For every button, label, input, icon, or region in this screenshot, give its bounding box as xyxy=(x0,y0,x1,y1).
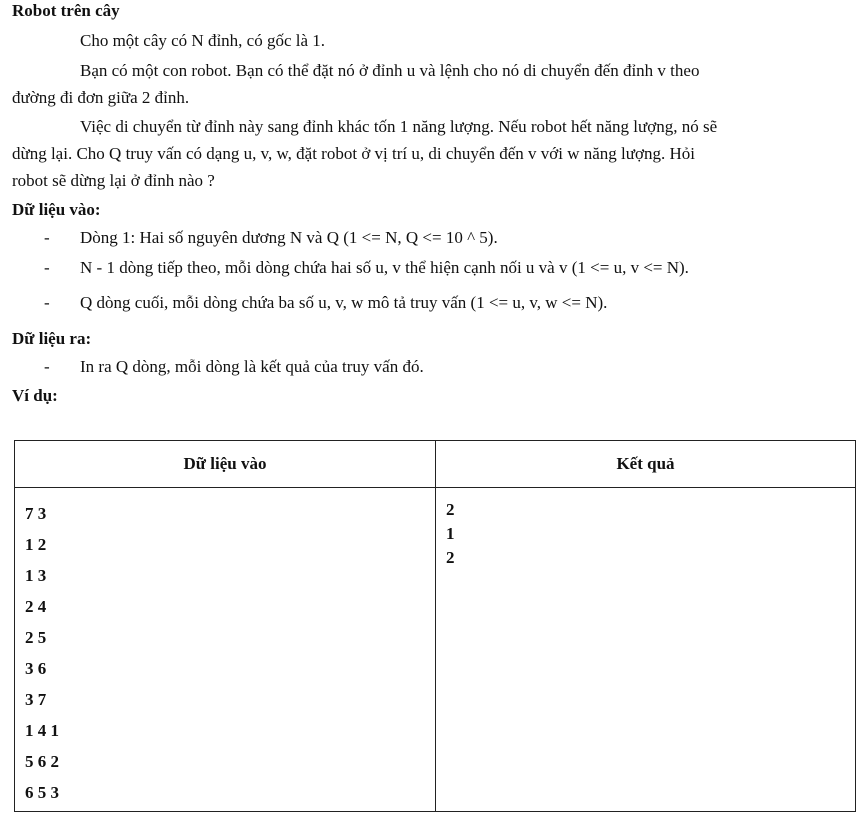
intro-paragraph-1: Cho một cây có N đỉnh, có gốc là 1. xyxy=(80,31,326,50)
input-cell xyxy=(15,488,436,812)
example-table-body-row xyxy=(15,488,856,812)
sample-output-line: 2 xyxy=(446,500,455,519)
sample-input-line: 1 2 xyxy=(25,535,47,554)
intro-paragraph-3-line-2: dừng lại. Cho Q truy vấn có dạng u, v, w, đặt robot ở vị trí u, di chuyển đến v với w năng lượng. Hỏi xyxy=(12,144,695,163)
sample-input-line: 1 4 1 xyxy=(25,721,59,740)
example-table xyxy=(14,440,856,812)
input-item-text: Q dòng cuối, mỗi dòng chứa ba số u, v, w mô tả truy vấn (1 <= u, v, w <= N). xyxy=(80,293,608,312)
input-column-header: Dữ liệu vào xyxy=(15,441,436,488)
bullet-dash: - xyxy=(44,228,50,247)
output-cell xyxy=(436,488,856,812)
bullet-dash: - xyxy=(44,258,50,277)
sample-output-line: 1 xyxy=(446,524,455,543)
sample-input-line: 3 7 xyxy=(25,690,47,709)
intro-paragraph-3-line-1: Việc di chuyển từ đỉnh này sang đỉnh khác tốn 1 năng lượng. Nếu robot hết năng lượng, nó sẽ xyxy=(80,117,718,136)
sample-input-line: 3 6 xyxy=(25,659,47,678)
sample-output-lines xyxy=(436,488,855,570)
bullet-dash: - xyxy=(44,293,50,312)
intro-paragraph-2-line-1: Bạn có một con robot. Bạn có thể đặt nó ở đỉnh u và lệnh cho nó di chuyển đến đỉnh v theo xyxy=(80,61,700,80)
example-heading: Ví dụ: xyxy=(12,386,58,405)
output-item-text: In ra Q dòng, mỗi dòng là kết quả của truy vấn đó. xyxy=(80,357,424,376)
example-table-header-row xyxy=(15,441,856,488)
input-item-text: Dòng 1: Hai số nguyên dương N và Q (1 <= N, Q <= 10 ^ 5). xyxy=(80,228,498,247)
intro-paragraph-3-line-3: robot sẽ dừng lại ở đỉnh nào ? xyxy=(12,171,215,190)
sample-output-line: 2 xyxy=(446,548,455,567)
bullet-dash: - xyxy=(44,357,50,376)
sample-input-line: 7 3 xyxy=(25,504,47,523)
sample-input-line: 2 5 xyxy=(25,628,47,647)
sample-input-line: 2 4 xyxy=(25,597,47,616)
intro-paragraph-2-line-2: đường đi đơn giữa 2 đỉnh. xyxy=(12,88,190,107)
input-item-text: N - 1 dòng tiếp theo, mỗi dòng chứa hai số u, v thể hiện cạnh nối u và v (1 <= u, v <= N). xyxy=(80,258,689,277)
input-heading: Dữ liệu vào: xyxy=(12,200,101,219)
output-column-header: Kết quả xyxy=(436,441,856,488)
problem-title: Robot trên cây xyxy=(12,1,120,20)
sample-input-line: 5 6 2 xyxy=(25,752,59,771)
sample-input-line: 6 5 3 xyxy=(25,783,59,802)
output-heading: Dữ liệu ra: xyxy=(12,329,92,348)
sample-input-lines xyxy=(15,488,435,808)
sample-input-line: 1 3 xyxy=(25,566,47,585)
